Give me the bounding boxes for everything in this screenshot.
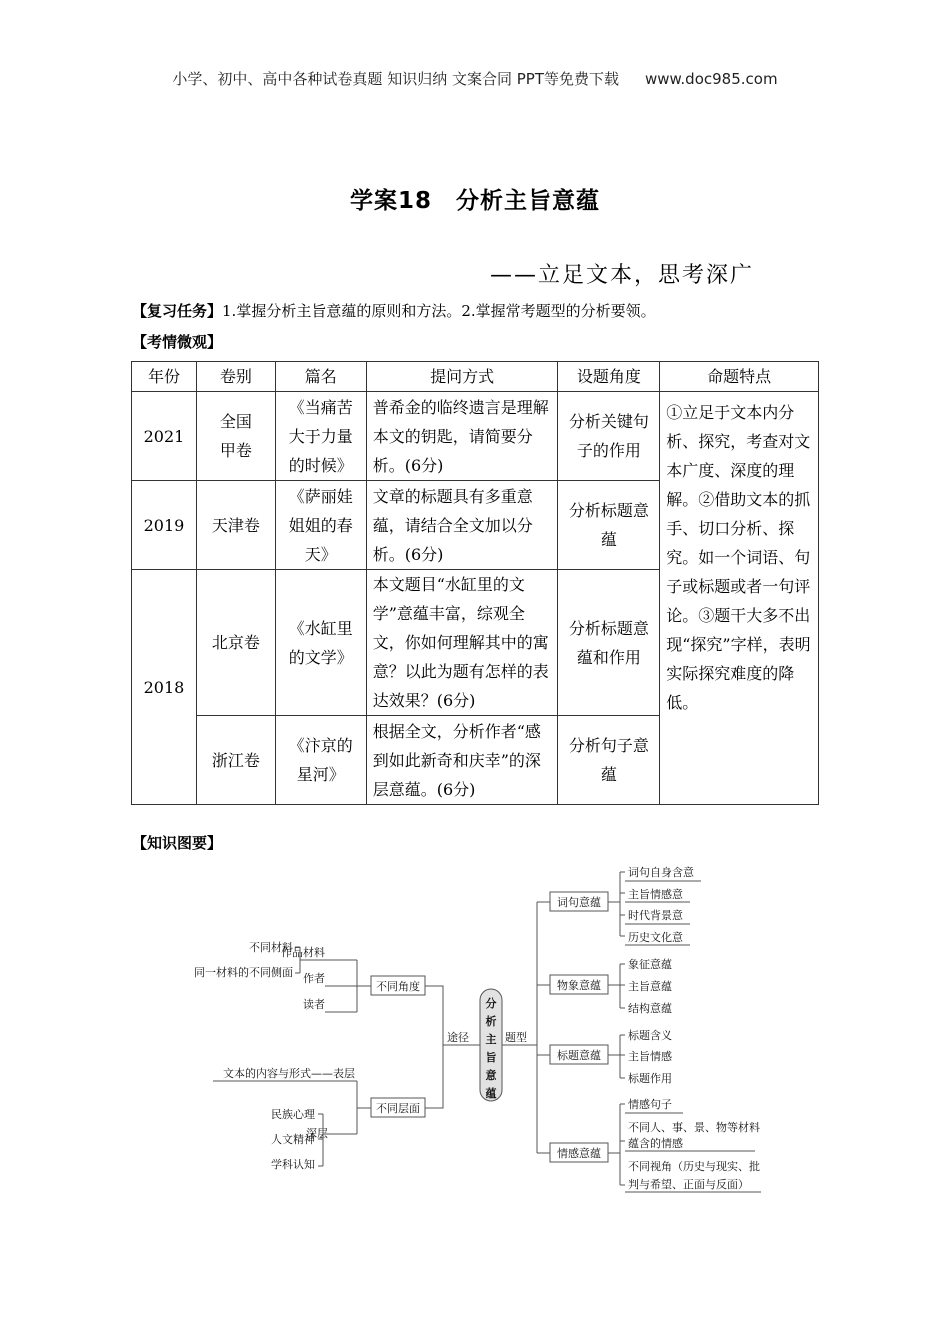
header-site[interactable]: www.doc985.com xyxy=(644,70,778,88)
page-title: 学案18 分析主旨意蕴 xyxy=(349,188,600,214)
svg-text:词句意蕴: 词句意蕴 xyxy=(557,896,601,909)
cell-title: 《汴京的星河》 xyxy=(275,716,366,805)
svg-text:析 xyxy=(486,1014,497,1028)
svg-text:不同层面: 不同层面 xyxy=(376,1102,420,1115)
cell-angle: 分析关键句子的作用 xyxy=(558,392,660,481)
center-char: 析 xyxy=(485,1015,497,1028)
header-text: 小学、初中、高中各种试卷真题 知识归纳 文案合同 PPT等免费下载 xyxy=(172,70,619,88)
center-char: 分 xyxy=(485,997,497,1010)
header-angle: 设题角度 xyxy=(558,362,660,392)
svg-text:不同角度: 不同角度 xyxy=(376,980,420,993)
review-task-text: 1.掌握分析主旨意蕴的原则和方法。2.掌握常考题型的分析要领。 xyxy=(222,302,656,320)
type-item: 主旨情感 xyxy=(628,1050,672,1063)
angle-item: 作者 xyxy=(303,972,325,985)
type-item: 结构意蕴 xyxy=(628,1002,672,1015)
review-task-label: 【复习任务】 xyxy=(132,302,223,320)
header-title: 篇名 xyxy=(275,362,366,392)
svg-text:蕴 xyxy=(486,1086,497,1100)
surface-label: 文本的内容与形式——表层 xyxy=(223,1067,355,1080)
cell-paper: 天津卷 xyxy=(196,481,275,570)
cell-features: ①立足于文本内分析、探究，考查对文本广度、深度的理解。②借助文本的抓手、切口分析、探究。如一个词语、句子或标题或者一句评论。③题干大多不出现“探究”字样，表明实际探究难度的降低。 xyxy=(660,392,819,805)
type-item: 不同人、事、景、物等材料 xyxy=(628,1121,760,1134)
cell-year: 2021 xyxy=(132,392,197,481)
svg-text:标题意蕴: 标题意蕴 xyxy=(557,1049,601,1062)
cell-title: 《当痛苦大于力量的时候》 xyxy=(275,392,366,481)
center-char: 主 xyxy=(485,1033,497,1046)
header-paper: 卷别 xyxy=(196,362,275,392)
center-char: 旨 xyxy=(485,1051,497,1064)
cell-question: 根据全文，分析作者“感到如此新奇和庆幸”的深层意蕴。(6分) xyxy=(366,716,558,805)
deep-label: 深层 xyxy=(306,1127,328,1140)
exam-section-label: 【考情微观】 xyxy=(132,333,223,351)
header-question: 提问方式 xyxy=(366,362,558,392)
svg-text:情感意蕴: 情感意蕴 xyxy=(557,1147,601,1160)
cell-angle: 分析标题意蕴 xyxy=(558,481,660,570)
type-item: 标题作用 xyxy=(628,1072,672,1085)
cell-angle: 分析句子意蕴 xyxy=(558,716,660,805)
material-item: 不同材料 xyxy=(249,941,293,954)
cell-title: 《萨丽娃姐姐的春天》 xyxy=(275,481,366,570)
cell-year: 2018 xyxy=(132,570,197,805)
deep-item: 学科认知 xyxy=(271,1158,315,1171)
cell-question: 文章的标题具有多重意蕴，请结合全文加以分析。(6分) xyxy=(366,481,558,570)
type-item: 不同视角（历史与现实、批 xyxy=(628,1160,760,1173)
cell-year: 2019 xyxy=(132,481,197,570)
angle-item: 读者 xyxy=(303,998,325,1011)
cell-angle: 分析标题意蕴和作用 xyxy=(558,570,660,716)
type-item: 标题含义 xyxy=(628,1029,672,1042)
mind-map xyxy=(185,855,765,1200)
header-year: 年份 xyxy=(132,362,197,392)
type-item: 时代背景意 xyxy=(628,909,683,922)
table-header-row xyxy=(132,362,819,392)
svg-text:旨 xyxy=(486,1050,497,1064)
cell-question: 普希金的临终遗言是理解本文的钥匙，请简要分析。(6分) xyxy=(366,392,558,481)
type-item: 词句自身含意 xyxy=(628,866,694,879)
center-char: 蕴 xyxy=(485,1087,497,1100)
branch-label-way: 途径 xyxy=(447,1031,469,1044)
type-item: 情感句子 xyxy=(628,1098,672,1111)
cell-paper: 全国 甲卷 xyxy=(196,392,275,481)
header-features: 命题特点 xyxy=(660,362,819,392)
type-item: 主旨情感意 xyxy=(628,888,683,901)
type-item: 主旨意蕴 xyxy=(628,980,672,993)
type-item: 象征意蕴 xyxy=(628,958,672,971)
svg-text:物象意蕴: 物象意蕴 xyxy=(557,979,601,992)
angle-item: 作品材料 xyxy=(281,946,325,959)
type-item: 判与希望、正面与反面） xyxy=(628,1178,749,1191)
page-header xyxy=(0,68,950,89)
cell-question: 本文题目“水缸里的文学”意蕴丰富，综观全文，你如何理解其中的寓意？以此为题有怎样的表达效果？(6分) xyxy=(366,570,558,716)
cell-paper: 北京卷 xyxy=(196,570,275,716)
svg-text:主 xyxy=(486,1032,497,1046)
type-item: 蕴含的情感 xyxy=(628,1137,683,1150)
page-subtitle: ——立足文本，思考深广 xyxy=(490,263,755,288)
deep-item: 民族心理 xyxy=(271,1108,315,1121)
center-char: 意 xyxy=(485,1069,497,1082)
knowledge-section-label: 【知识图要】 xyxy=(132,834,223,852)
review-task xyxy=(132,300,656,321)
deep-item: 人文精神 xyxy=(271,1133,315,1146)
cell-paper: 浙江卷 xyxy=(196,716,275,805)
material-item: 同一材料的不同侧面 xyxy=(194,966,293,979)
branch-label-type: 题型 xyxy=(505,1031,527,1044)
cell-title: 《水缸里的文学》 xyxy=(275,570,366,716)
table-row xyxy=(132,392,819,481)
type-item: 历史文化意 xyxy=(628,931,683,944)
exam-table xyxy=(131,361,819,805)
svg-text:意 xyxy=(486,1068,497,1082)
